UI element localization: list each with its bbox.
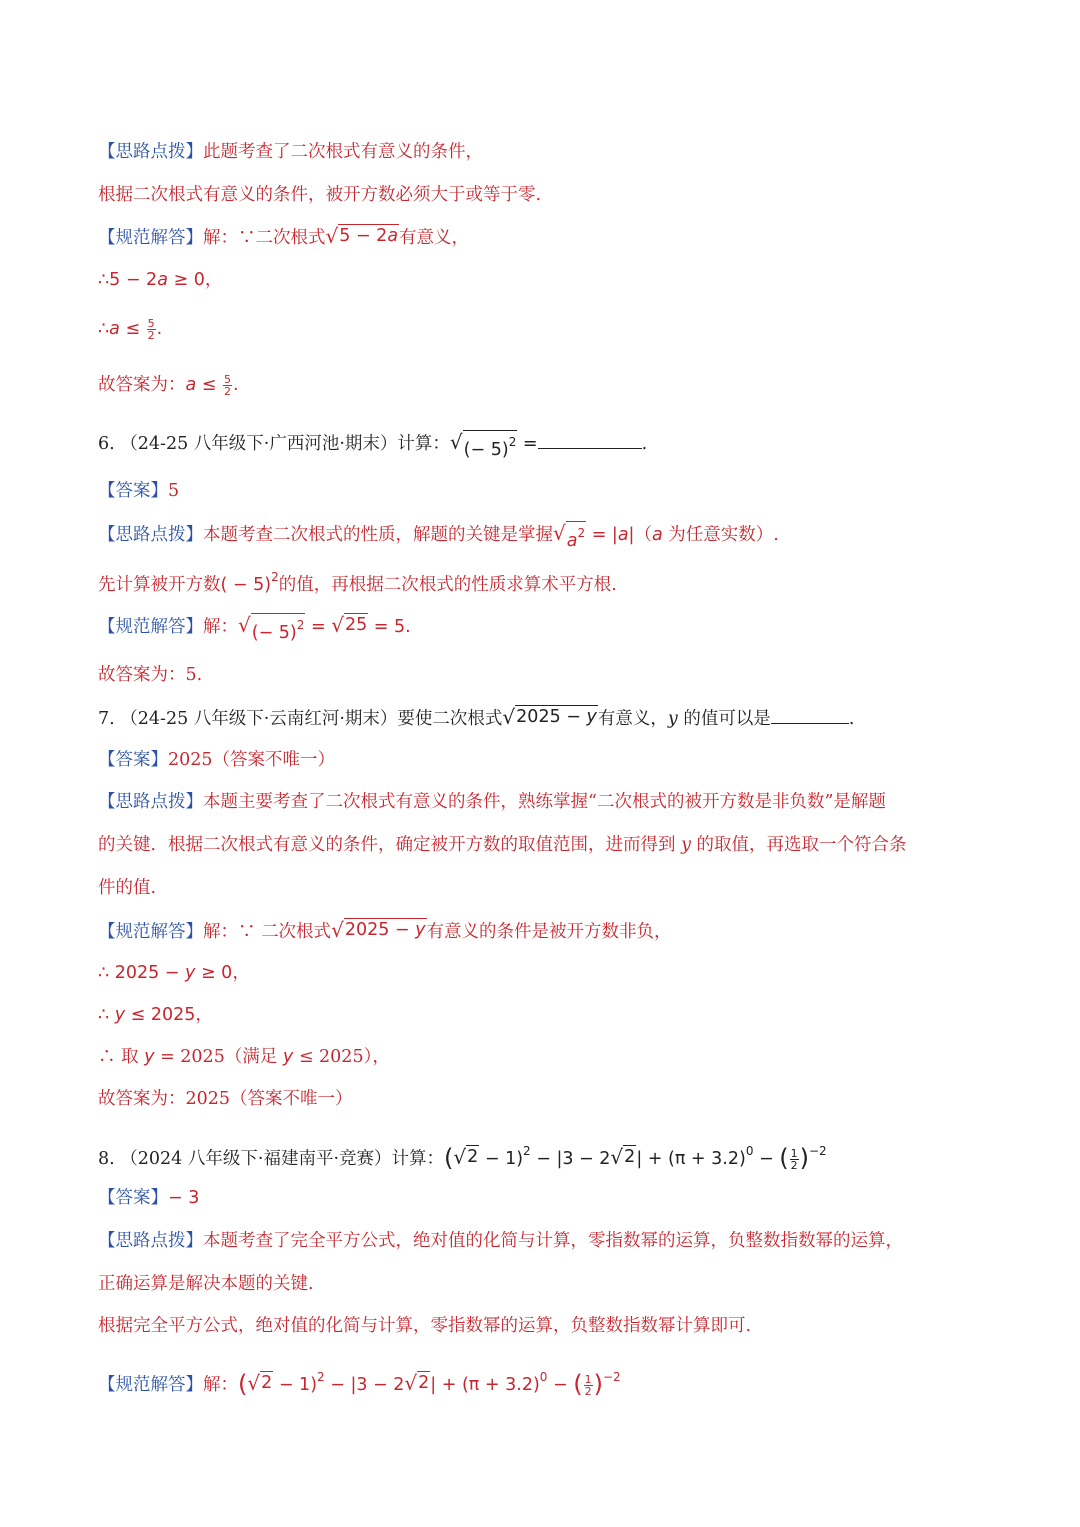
answer-value: 5 <box>168 481 180 501</box>
final-answer-line: 故答案为：2025（答案不唯一） <box>98 1089 353 1109</box>
sqrt-expression: √ (− 5)$^2$ <box>238 613 305 643</box>
answer-tag: 【答案】 <box>98 1188 168 1208</box>
hint-line-3: 根据完全平方公式，绝对值的化简与计算，零指数幂的运算，负整数指数幂计算即可. <box>98 1316 752 1336</box>
question-source: （24-25 八年级下·广西河池·期末）计算： <box>120 434 450 454</box>
step-line-2: ∴a ≤ $\frac{5}{2}$ . <box>98 316 163 342</box>
question-source: （24-25 八年级下·云南红河·期末）要使二次根式 <box>120 709 503 729</box>
answer-value: 2025（答案不唯一） <box>168 750 336 770</box>
question-6: 6. （24-25 八年级下·广西河池·期末）计算： √ (− 5)$^2$ = . <box>98 430 648 460</box>
solution-line <box>98 224 469 251</box>
sqrt-expression: √ $a^2$ <box>553 521 586 551</box>
question-8: 8. （2024 八年级下·福建南平·竞赛）计算：( √ 2 − 1)$^2$ − |3 − 2 √ 2 | + $(\pi + 3.2)^0$ − ( $\frac{1}{2}$ )$^{-2}$ <box>98 1144 827 1172</box>
solution-line: 【规范解答】解：∵ 二次根式 √ 2025 − y 有意义的条件是被开方数非负， <box>98 918 672 942</box>
step-line: ∴ 2025 − y ≥ 0， <box>98 963 250 983</box>
hint-tag: 【思路点拨】 <box>98 142 203 162</box>
solution-pre: 解：∵二次根式 <box>203 228 326 248</box>
solution-line: 【规范解答】解： √ (− 5)$^2$ = √ 25 = 5. <box>98 613 411 643</box>
answer-value: − 3 <box>168 1188 200 1208</box>
hint-line-2: 根据二次根式有意义的条件，被开方数必须大于或等于零. <box>98 185 542 205</box>
fraction: $\frac{5}{2}$ <box>147 316 155 342</box>
answer-line <box>98 747 335 773</box>
sqrt-expression: √ 2025 − y <box>502 705 597 729</box>
answer-blank[interactable] <box>771 705 849 724</box>
answer-tag: 【答案】 <box>98 750 168 770</box>
step-line: ∴5 − 2a ≥ 0， <box>98 270 223 290</box>
answer-line <box>98 478 179 504</box>
hint-line <box>98 139 483 165</box>
sqrt-expression: √ 25 <box>331 613 368 637</box>
hint-line-2: 先计算被开方数( − 5)$^2$的值，再根据二次根式的性质求算术平方根. <box>98 570 617 595</box>
step-line-3: ∴ 取 y = 2025（满足 y ≤ 2025）， <box>98 1047 390 1067</box>
question-7: 7. （24-25 八年级下·云南红河·期末）要使二次根式 √ 2025 − y 有意义，y 的值可以是 . <box>98 705 855 729</box>
sqrt-expression: √ 5 − 2a <box>325 224 399 248</box>
final-answer-line: 故答案为：a ≤ $\frac{5}{2}$ . <box>98 372 239 398</box>
hint-line: 【思路点拨】本题考查二次根式的性质，解题的关键是掌握 √ $a^2$ = |a|（a 为任意实数）. <box>98 521 779 551</box>
sqrt-expression: √ (− 5)$^2$ <box>449 430 517 460</box>
final-answer-line: 故答案为：5. <box>98 665 203 685</box>
fraction: $\frac{5}{2}$ <box>224 372 232 398</box>
answer-tag: 【答案】 <box>98 481 168 501</box>
question-source: （2024 八年级下·福建南平·竞赛）计算： <box>120 1149 445 1169</box>
hint-line-2: 的关键．根据二次根式有意义的条件，确定被开方数的取值范围，进而得到 y 的取值，再选取一个符合条 <box>98 835 907 855</box>
step-line-2: ∴ y ≤ 2025， <box>98 1005 213 1025</box>
solution-post: 有意义， <box>399 228 470 248</box>
hint-line: 【思路点拨】本题主要考查了二次根式有意义的条件，熟练掌握“二次根式的被开方数是非负数”是解题 <box>98 792 886 812</box>
math-expression: ( √ 2 − 1)$^2$ − |3 − 2 √ 2 | + $(\pi + 3.2)^0$ − ( $\frac{1}{2}$ )$^{-2}$ <box>238 1370 621 1398</box>
hint-text: 此题考查了二次根式有意义的条件， <box>203 142 483 162</box>
solution-tag: 【规范解答】 <box>98 228 203 248</box>
math-expression: ( √ 2 − 1)$^2$ − |3 − 2 √ 2 | + $(\pi + 3.2)^0$ − ( $\frac{1}{2}$ )$^{-2}$ <box>444 1144 827 1172</box>
hint-line: 【思路点拨】本题考查了完全平方公式，绝对值的化简与计算，零指数幂的运算，负整数指数幂的运算， <box>98 1231 903 1251</box>
answer-blank[interactable] <box>538 430 642 449</box>
hint-line-3: 件的值. <box>98 878 157 898</box>
hint-line-2: 正确运算是解决本题的关键. <box>98 1274 314 1294</box>
solution-line: 【规范解答】解：( √ 2 − 1)$^2$ − |3 − 2 √ 2 | + $(\pi + 3.2)^0$ − ( $\frac{1}{2}$ )$^{-2}$ <box>98 1370 621 1398</box>
answer-line <box>98 1185 199 1211</box>
sqrt-expression: √ 2025 − y <box>331 918 426 942</box>
